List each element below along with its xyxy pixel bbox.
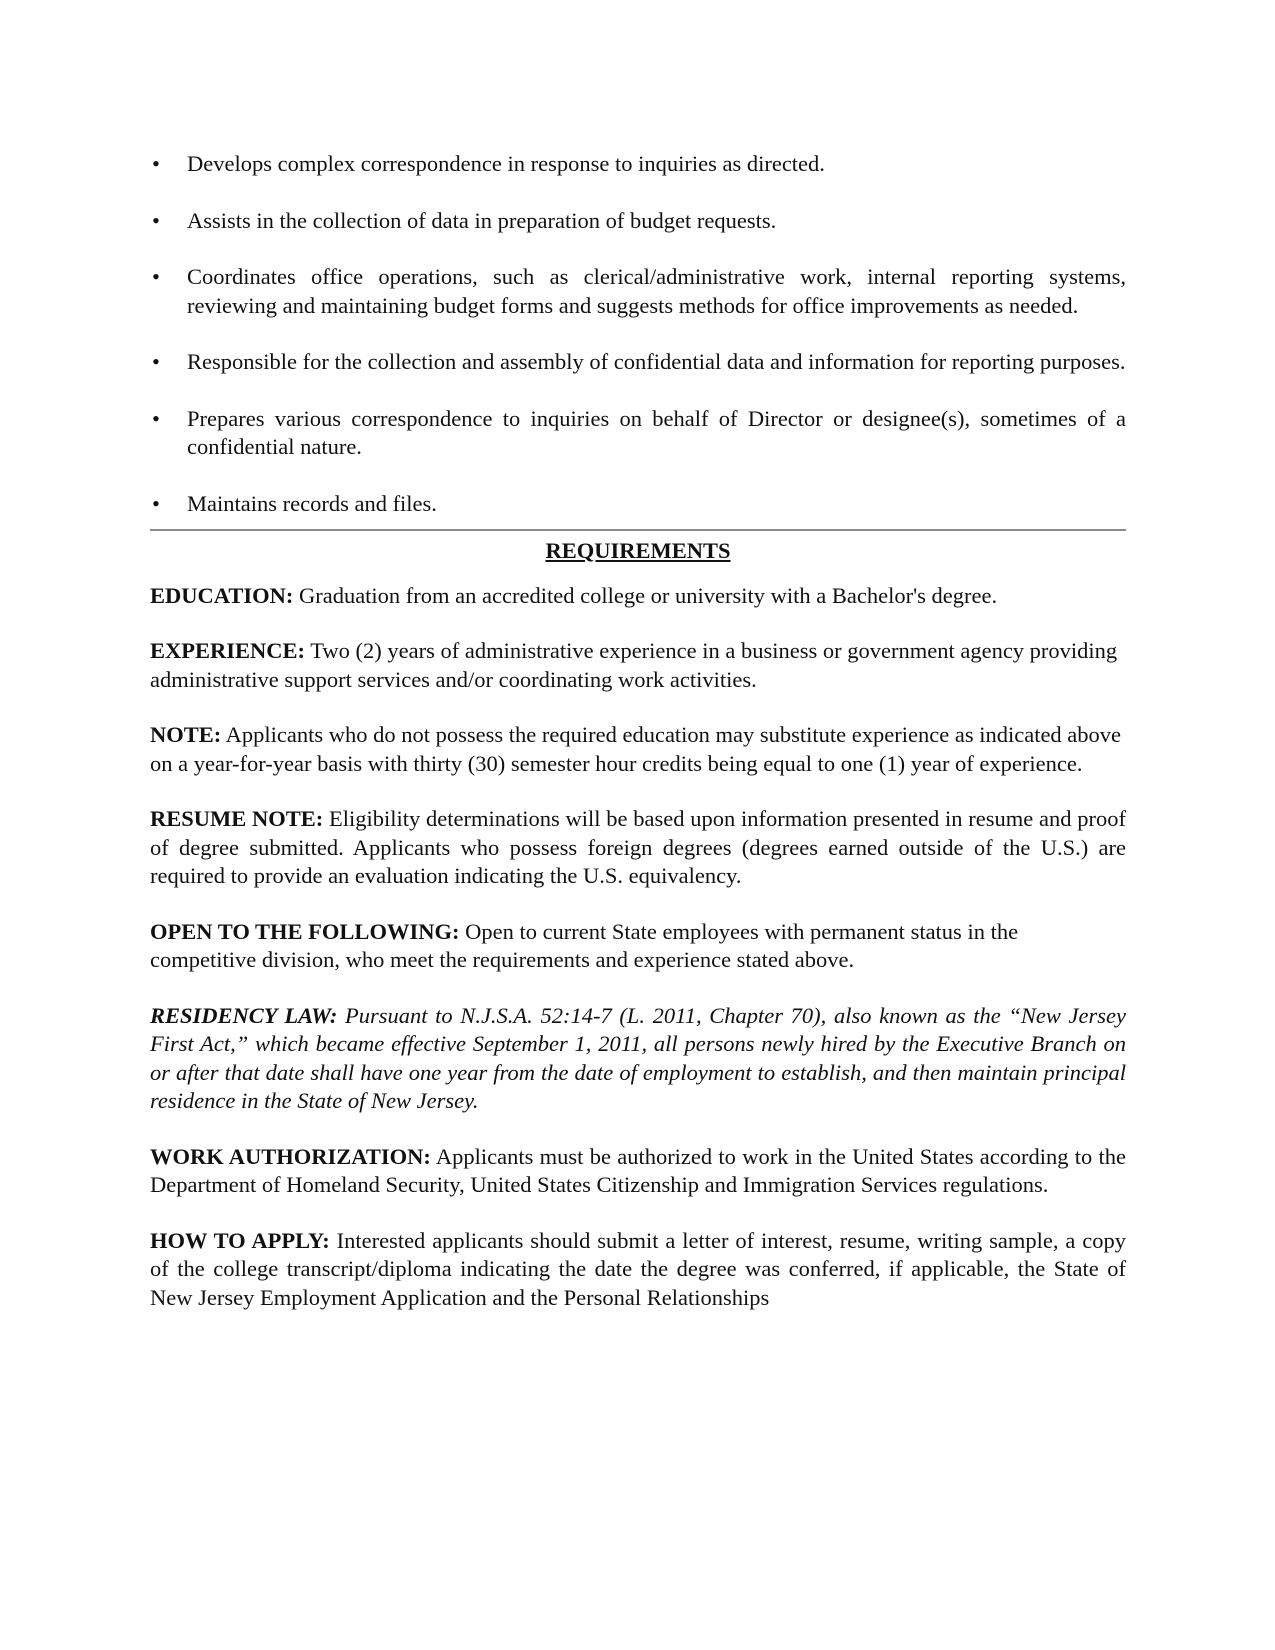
how-to-apply-label: HOW TO APPLY: — [150, 1227, 330, 1253]
residency-law-paragraph — [150, 1002, 1126, 1116]
duty-text: Develops complex correspondence in response to inquiries as directed. — [187, 151, 825, 176]
duties-list — [150, 150, 1126, 518]
duty-text: Responsible for the collection and assembly of confidential data and information for reporting purposes. — [187, 349, 1126, 374]
list-item — [150, 207, 1126, 236]
resume-note-text: Eligibility determinations will be based upon information presented in resume and proof of degree submitted. Applicants who possess foreign degrees (degrees earned outside of the U.S.) are required to provide an evaluation indicating the U.S. equivalency. — [150, 806, 1126, 888]
bullet-icon: • — [152, 349, 160, 374]
work-authorization-text: Applicants must be authorized to work in the United States according to the Department of Homeland Security, United States Citizenship and Immigration Services regulations. — [150, 1143, 1126, 1197]
note-label: NOTE: — [150, 722, 222, 747]
list-item — [150, 490, 1126, 519]
residency-law-label: RESIDENCY LAW: — [150, 1002, 338, 1028]
duty-text: Coordinates office operations, such as clerical/administrative work, internal reporting systems, reviewing and maintaining budget forms and suggests methods for office improvements as needed. — [187, 264, 1126, 318]
open-to-paragraph — [150, 918, 1126, 975]
experience-label: EXPERIENCE: — [150, 638, 306, 663]
duty-text: Prepares various correspondence to inquiries on behalf of Director or designee(s), sometimes of a confidential nature. — [187, 405, 1126, 459]
education-text: Graduation from an accredited college or university with a Bachelor's degree. — [293, 582, 998, 608]
open-to-text: Open to current State employees with permanent status in the competitive division, who meet the requirements and experience stated above. — [150, 918, 1019, 972]
document-page — [150, 150, 1126, 1339]
resume-note-label: RESUME NOTE: — [150, 806, 324, 831]
bullet-icon: • — [152, 490, 160, 516]
note-paragraph — [150, 721, 1126, 778]
education-label: EDUCATION: — [150, 582, 294, 608]
list-item — [150, 405, 1126, 462]
list-item — [150, 150, 1126, 179]
bullet-icon: • — [152, 405, 160, 431]
requirements-heading: REQUIREMENTS — [545, 538, 731, 563]
work-authorization-paragraph — [150, 1143, 1126, 1200]
experience-paragraph — [150, 637, 1126, 694]
note-text: Applicants who do not possess the required education may substitute experience as indicated above on a year-for-year basis with thirty (30) semester hour credits being equal to one (1) year of experience. — [150, 722, 1122, 776]
duty-text: Assists in the collection of data in preparation of budget requests. — [187, 207, 777, 233]
bullet-icon: • — [152, 207, 160, 233]
section-divider — [150, 529, 1126, 531]
list-item — [150, 348, 1126, 377]
how-to-apply-text: Interested applicants should submit a letter of interest, resume, writing sample, a copy of the college transcript/diploma indicating the date the degree was conferred, if applicable, the State of New Jersey Employment Application and the Personal Relationships — [150, 1227, 1126, 1310]
education-paragraph — [150, 582, 1126, 611]
experience-text: Two (2) years of administrative experience in a business or government agency providing administrative support services and/or coordinating work activities. — [150, 638, 1118, 692]
work-authorization-label: WORK AUTHORIZATION: — [150, 1143, 431, 1169]
resume-note-paragraph — [150, 805, 1126, 891]
residency-law-text: Pursuant to N.J.S.A. 52:14-7 (L. 2011, Chapter 70), also known as the “New Jersey First Act,” which became effective September 1, 2011, all persons newly hired by the Executive Branch on or after that date shall have one year from the date of employment to establish, and then maintain principal residence in the State of New Jersey. — [150, 1002, 1126, 1113]
bullet-icon: • — [152, 151, 160, 176]
bullet-icon: • — [152, 264, 160, 289]
list-item — [150, 263, 1126, 320]
duty-text: Maintains records and files. — [187, 490, 437, 516]
open-to-label: OPEN TO THE FOLLOWING: — [150, 918, 460, 944]
how-to-apply-paragraph — [150, 1227, 1126, 1313]
